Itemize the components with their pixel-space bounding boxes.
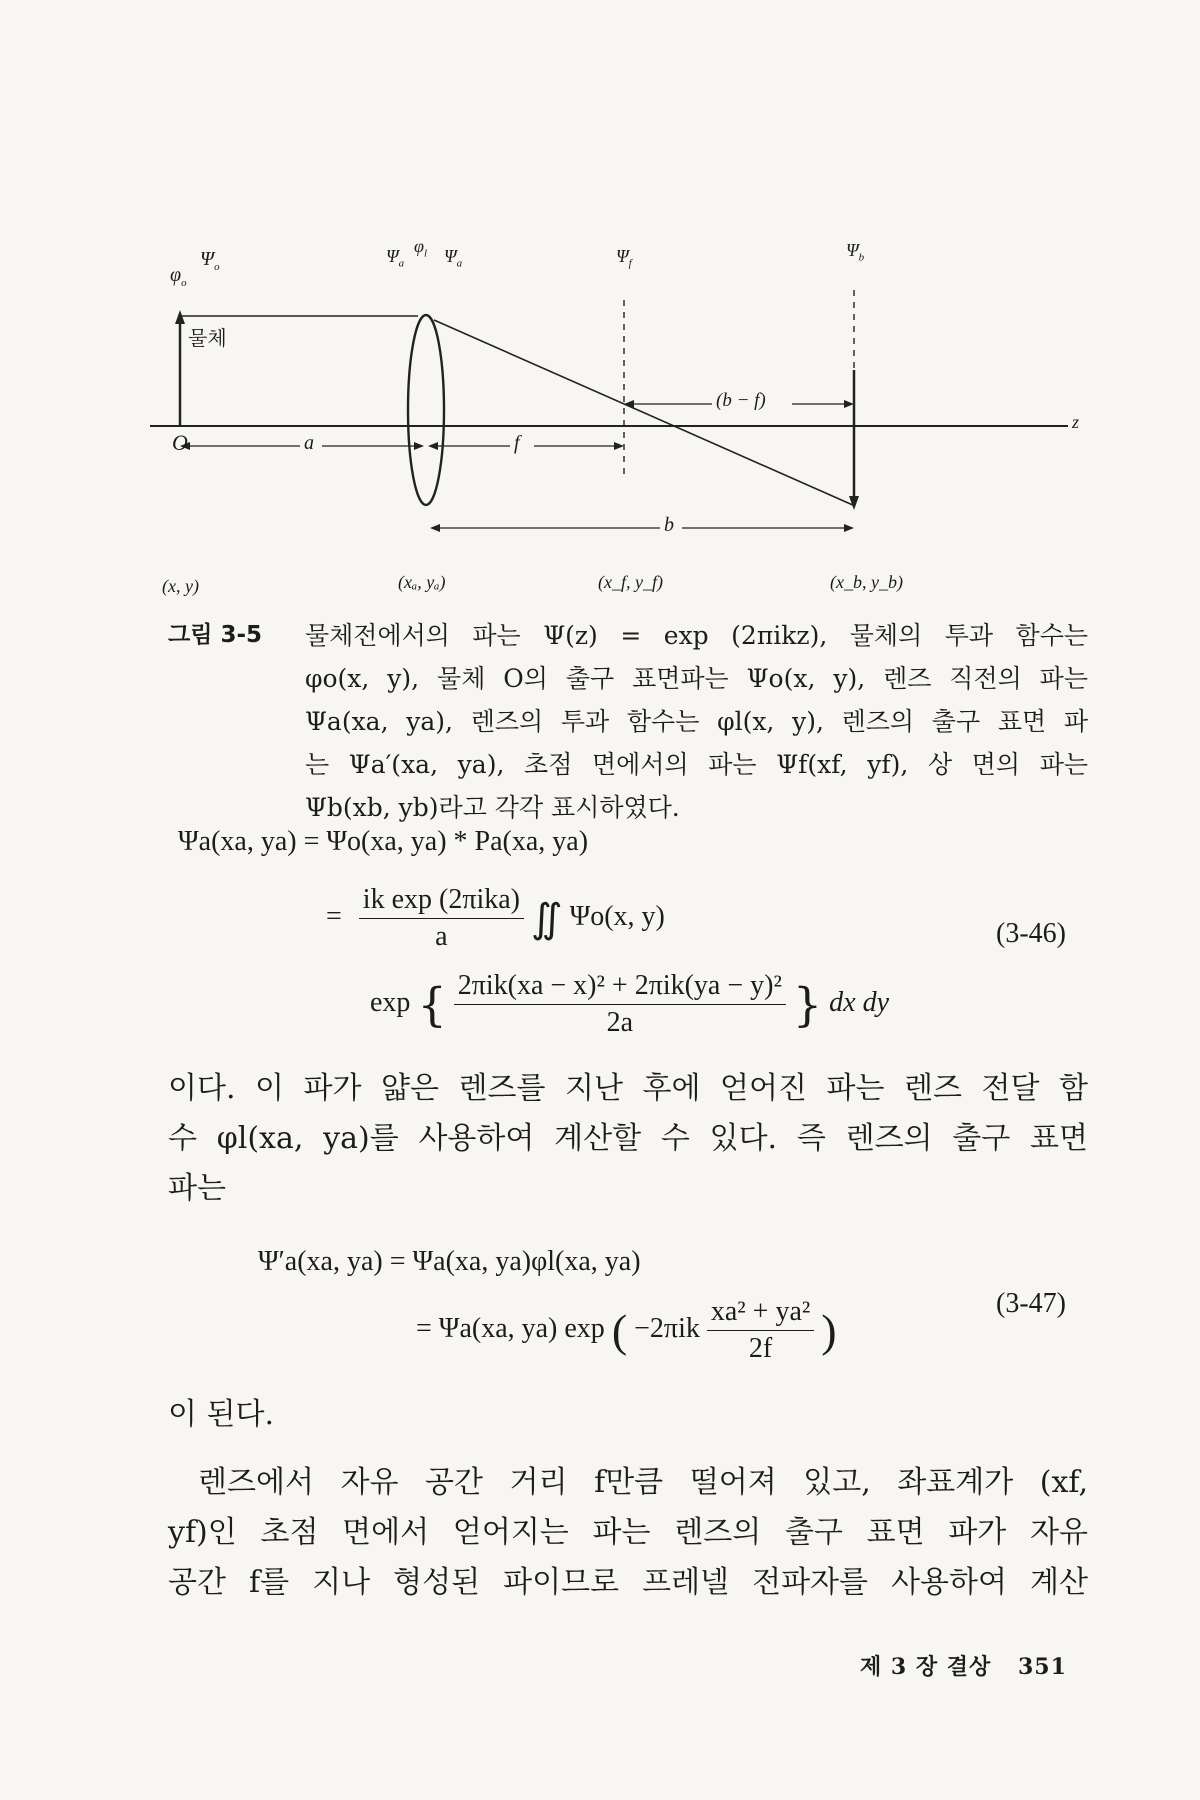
phi-o-label: $\varphi_o$: [170, 264, 187, 289]
fraction-numerator: xa² + ya²: [707, 1296, 814, 1331]
refracted-ray: [434, 320, 855, 506]
psi-o-label: $\Psi_o$: [200, 248, 220, 273]
caption-line: Ψb(xb, yb)라고 각각 표시하였다.: [305, 793, 680, 822]
fraction2-denominator: 2a: [606, 1007, 634, 1038]
paragraph-line: 이다. 이 파가 얇은 렌즈를 지난 후에 얻어진 파는 렌즈 전달 함: [168, 1071, 1088, 1106]
coord-object-label: (x, y): [162, 576, 199, 596]
equation-346-line1: Ψa(xa, ya) = Ψo(xa, ya) * Pa(xa, ya): [178, 826, 589, 857]
paragraph-line: 수 φl(xa, ya)를 사용하여 계산할 수 있다. 즉 렌즈의 출구 표면: [168, 1121, 1088, 1156]
equation-347-inner: −2πik: [634, 1312, 700, 1344]
z-axis-label: z: [1072, 412, 1080, 432]
equation-346-number: (3-46): [996, 918, 1066, 949]
figure-number: 그림 3-5: [168, 622, 262, 648]
equation-347-line1: Ψ′a(xa, ya) = Ψa(xa, ya)φl(xa, ya): [258, 1246, 641, 1277]
equation-347-line2: [416, 1296, 837, 1365]
coord-image-label: (x_b, y_b): [830, 572, 903, 592]
diagram-lines: [150, 270, 1080, 600]
psi-f-label: $\Psi_f$: [616, 246, 632, 270]
equation-346-eq-sign: =: [326, 900, 342, 932]
equation-347-number: (3-47): [996, 1288, 1066, 1319]
b-dimension-label: b: [664, 514, 674, 536]
fraction1-numerator: ik exp (2πika): [359, 884, 524, 919]
double-integral-symbol: ∬: [531, 896, 563, 941]
exp-label: exp: [370, 986, 411, 1018]
fraction-denominator: 2f: [748, 1333, 773, 1364]
page-number: 351: [1017, 1654, 1067, 1680]
lens-imaging-diagram: [150, 236, 1080, 600]
left-brace: {: [417, 977, 447, 1032]
fraction2-numerator: 2πik(xa − x)² + 2πik(ya − y)²: [454, 970, 786, 1005]
f-dimension-label: f: [514, 432, 520, 454]
psi-a-right-label: $\Psi_a$: [444, 246, 463, 270]
object-arrowhead: [175, 310, 185, 324]
equation-347-left: = Ψa(xa, ya) exp: [416, 1312, 605, 1344]
lens-shape: [408, 315, 444, 505]
coord-lens-label: (xₐ, yₐ): [398, 572, 446, 592]
caption-line: Ψa(xa, ya), 렌즈의 투과 함수는 φl(x, y), 렌즈의 출구 표면 파: [305, 707, 1088, 736]
left-paren: (: [611, 1305, 628, 1356]
fraction1-denominator: a: [435, 921, 448, 952]
image-arrowhead: [849, 496, 859, 510]
body-paragraph-1: [168, 1064, 1088, 1214]
equation-347-fraction: [707, 1296, 814, 1365]
a-dimension-label: a: [304, 432, 314, 454]
body-paragraph-2: [168, 1390, 1088, 1440]
equation-346-fraction2: [454, 970, 786, 1039]
chapter-title: 제 3 장 결상: [860, 1654, 992, 1680]
equation-346-integrand: Ψo(x, y): [569, 900, 665, 932]
origin-label: O: [172, 430, 188, 455]
caption-line: 는 Ψa′(xa, ya), 초점 면에서의 파는 Ψf(xf, yf), 상 면의 파는: [305, 750, 1088, 779]
caption-line: 물체전에서의 파는 Ψ(z) = exp (2πikz), 물체의 투과 함수는: [305, 621, 1088, 650]
page-footer: [860, 1650, 1067, 1681]
caption-body: [305, 614, 1088, 829]
psi-b-label: $\Psi_b$: [846, 240, 865, 264]
caption-line: φo(x, y), 물체 O의 출구 표면파는 Ψo(x, y), 렌즈 직전의 파는: [305, 664, 1088, 693]
equation-346-line2: [326, 884, 665, 953]
equation-346-fraction1: [359, 884, 524, 953]
coord-focal-label: (x_f, y_f): [598, 572, 663, 592]
right-brace: }: [792, 977, 823, 1032]
psi-a-left-label: $\Psi_a$: [386, 246, 405, 270]
differential-tail: dx dy: [829, 986, 890, 1018]
paragraph-line: 렌즈에서 자유 공간 거리 f만큼 떨어져 있고, 좌표계가 (xf,: [198, 1465, 1088, 1500]
object-label: 물체: [188, 326, 227, 350]
paragraph-line: 파는: [168, 1171, 226, 1206]
paragraph-line: yf)인 초점 면에서 얻어지는 파는 렌즈의 출구 표면 파가 자유: [168, 1515, 1088, 1550]
paragraph-line: 이 된다.: [168, 1397, 275, 1432]
equation-346-line3: [370, 970, 889, 1039]
paragraph-line: 공간 f를 지나 형성된 파이므로 프레넬 전파자를 사용하여 계산: [168, 1565, 1088, 1600]
body-paragraph-3: [168, 1458, 1088, 1608]
phi-l-label: $\varphi_l$: [414, 236, 428, 260]
right-paren: ): [821, 1305, 837, 1356]
bf-dimension-label: (b − f): [716, 390, 766, 411]
